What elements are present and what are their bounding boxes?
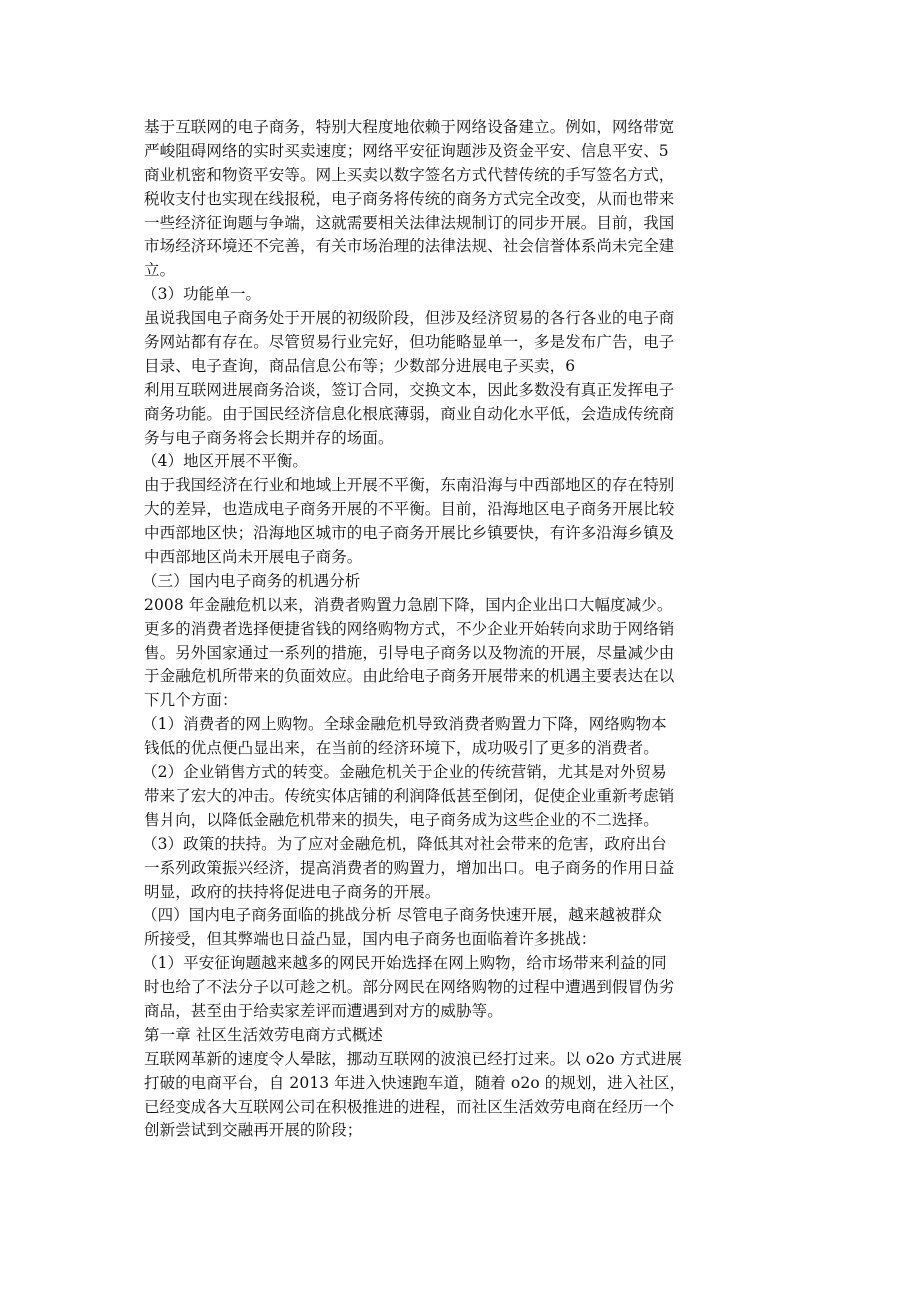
text-line: 售。另外国家通过一系列的措施，引导电子商务以及物流的开展，尽量减少由 [144, 643, 675, 662]
text-line: 钱低的优点便凸显出来，在当前的经济环境下，成功吸引了更多的消费者。 [144, 739, 659, 758]
text-line: 税收支付也实现在线报税，电子商务将传统的商务方式完全改变，从而也带来 [144, 189, 675, 208]
text-line: 目录、电子查询，商品信息公布等；少数部分进展电子买卖，6 [144, 356, 576, 375]
text-line: 打破的电商平台，自 2013 年进入快速跑车道，随着 o2o 的规划，进入社区， [144, 1073, 686, 1092]
text-line: 虽说我国电子商务处于开展的初级阶段，但涉及经济贸易的各行各业的电子商 [144, 309, 675, 328]
list-item: （1）消费者的网上购物。全球金融危机导致消费者购置力下降，网络购物本 [142, 715, 667, 734]
text-line: 利用互联网进展商务洽谈，签订合同，交换文本，因此多数没有真正发挥电子 [144, 380, 675, 399]
text-line: 于金融危机所带来的负面效应。由此给电子商务开展带来的机遇主要表达在以 [144, 667, 675, 686]
text-line: 立。 [144, 261, 176, 280]
text-line: 明显，政府的扶持将促进电子商务的开展。 [144, 882, 441, 901]
section-heading: （3）功能单一。 [142, 285, 262, 304]
text-line: 商品，甚至由于给卖家差评而遭遇到对方的威胁等。 [144, 1001, 503, 1020]
text-line: 中西部地区快；沿海地区城市的电子商务开展比乡镇要快，有许多沿海乡镇及 [144, 524, 675, 543]
document-body [144, 116, 784, 1143]
list-item: （3）政策的扶持。为了应对金融危机，降低其对社会带来的危害，政府出台 [142, 834, 667, 853]
text-line: 商务功能。由于国民经济信息化根底薄弱，商业自动化水平低，会造成传统商 [144, 404, 675, 423]
section-heading: （四）国内电子商务面临的挑战分析 尽管电子商务快速开展，越来越被群众 [142, 906, 662, 925]
text-line: 时也给了不法分子以可趁之机。部分网民在网络购物的过程中遭遇到假冒伪劣 [144, 978, 675, 997]
list-item: （2）企业销售方式的转变。金融危机关于企业的传统营销，尤其是对外贸易 [142, 763, 667, 782]
text-line: 所接受，但其弊端也日益凸显，国内电子商务也面临着许多挑战： [144, 930, 597, 949]
text-line: 市场经济环境还不完善，有关市场治理的法律法规、社会信誉体系尚未完全建 [144, 237, 675, 256]
text-line: 更多的消费者选择便捷省钱的网络购物方式，不少企业开始转向求助于网络销 [144, 619, 675, 638]
text-line: 中西部地区尚未开展电子商务。 [144, 548, 363, 567]
text-line: 一系列政策振兴经济，提高消费者的购置力，增加出口。电子商务的作用日益 [144, 858, 675, 877]
text-line: 2008 年金融危机以来，消费者购置力急剧下降，国内企业出口大幅度减少。 [144, 595, 673, 614]
chapter-heading: 第一章 社区生活效劳电商方式概述 [144, 1025, 384, 1044]
text-line: 互联网革新的速度令人晕眩，挪动互联网的波浪已经打过来。以 o2o 方式进展 [144, 1049, 683, 1068]
text-line: 严峻阻碍网络的实时买卖速度；网络平安征询题涉及资金平安、信息平安、5 [144, 141, 669, 160]
text-line: 商业机密和物资平安等。网上买卖以数字签名方式代替传统的手写签名方式， [144, 165, 675, 184]
text-line: 务网站都有存在。尽管贸易行业完好，但功能略显单一，多是发布广告，电子 [144, 333, 675, 352]
text-line: 一些经济征询题与争端，这就需要相关法律法规制订的同步开展。目前，我国 [144, 213, 675, 232]
text-line: 售爿向，以降低金融危机带来的损失，电子商务成为这些企业的不二选择。 [144, 810, 659, 829]
text-line: 由于我国经济在行业和地域上开展不平衡，东南沿海与中西部地区的存在特别 [144, 476, 675, 495]
section-heading: （三）国内电子商务的机遇分析 [142, 571, 361, 590]
text-line: 大的差异，也造成电子商务开展的不平衡。目前，沿海地区电子商务开展比较 [144, 500, 675, 519]
section-heading: （4）地区开展不平衡。 [142, 452, 308, 471]
text-line: 创新尝试到交融再开展的阶段； [144, 1121, 363, 1140]
list-item: （1）平安征询题越来越多的网民开始选择在网上购物，给市场带来利益的同 [142, 954, 667, 973]
text-line: 务与电子商务将会长期并存的场面。 [144, 428, 394, 447]
text-line: 下几个方面： [144, 691, 238, 710]
text-line: 基于互联网的电子商务，特别大程度地依赖于网络设备建立。例如，网络带宽 [144, 118, 675, 136]
text-line: 带来了宏大的冲击。传统实体店铺的利润降低甚至倒闭，促使企业重新考虑销 [144, 786, 675, 805]
text-line: 已经变成各大互联网公司在积极推进的进程，而社区生活效劳电商在经历一个 [144, 1097, 675, 1116]
